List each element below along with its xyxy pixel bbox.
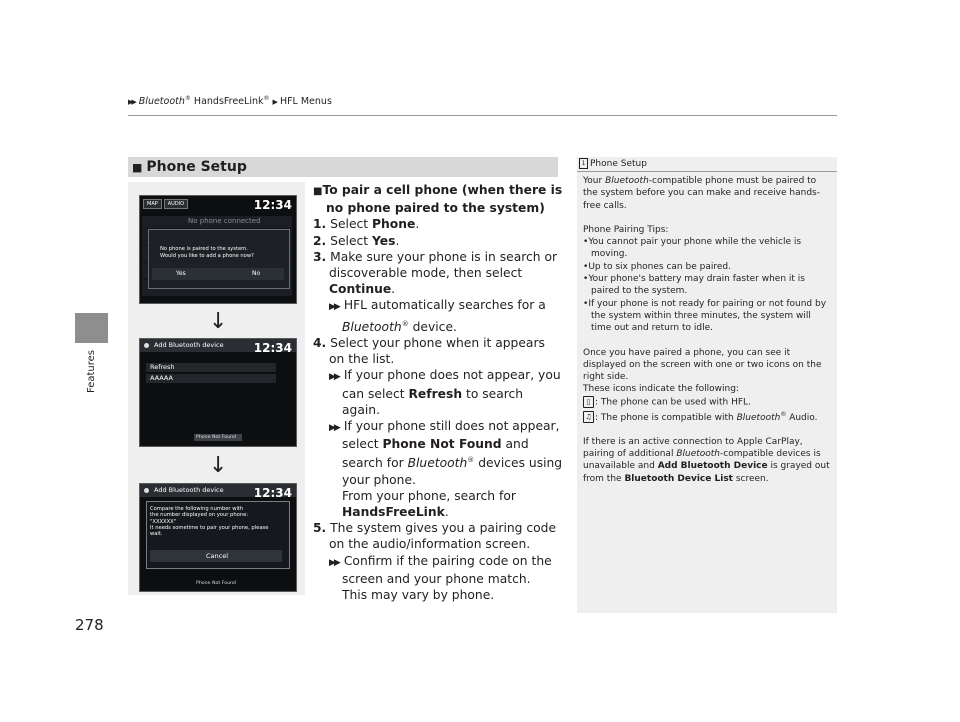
- screen-add-device: [139, 338, 297, 447]
- note-paragraph: Once you have paired a phone, you can see it displayed on the screen with one or two icons on the right side.: [583, 347, 822, 383]
- no-button: No: [252, 270, 261, 277]
- screenshots-panel: [128, 182, 305, 595]
- section-title: Phone Setup: [146, 159, 247, 175]
- step-3-note: ▶▶ HFL automatically searches for a Bluetooth® device.: [329, 298, 546, 334]
- clock: 12:34: [253, 198, 292, 212]
- screen-pairing-code: [139, 483, 297, 592]
- page-number: 278: [75, 616, 104, 634]
- section-header: [128, 157, 558, 177]
- clock: 12:34: [253, 341, 292, 355]
- tip-item: •Up to six phones can be paired.: [583, 261, 731, 272]
- note-number-icon: 1: [579, 158, 588, 169]
- step-4-note-2-cont: From your phone, search for HandsFreeLink.: [342, 488, 516, 520]
- note-arrow-icon: ▶▶: [329, 372, 339, 383]
- yes-button: Yes: [176, 270, 186, 277]
- refresh-item: Refresh: [150, 363, 175, 371]
- step-1: 1. Select Phone.: [313, 217, 420, 232]
- step-3: 3. Make sure your phone is in search or discoverable mode, then select Continue.: [313, 249, 558, 297]
- note-arrow-icon: ▶▶: [329, 422, 339, 433]
- chapter-tab: [75, 313, 108, 343]
- note-arrow-icon: ▶▶: [329, 557, 339, 568]
- header-icon: [144, 488, 149, 493]
- breadcrumb-arrow-icon: ▶▶: [128, 98, 135, 107]
- icon-legend-hfl: ▯ : The phone can be used with HFL.: [583, 396, 833, 409]
- steps-column: [313, 182, 563, 603]
- header-rule: [128, 115, 837, 116]
- step-5-note-cont: This may vary by phone.: [342, 588, 495, 603]
- note-paragraph: If there is an active connection to Apple CarPlay, pairing of additional Bluetooth-compatible devices is unavailable and Add Bluetooth Device is grayed out from the Bluetooth Device List screen.: [583, 436, 830, 484]
- step-5: 5. The system gives you a pairing code on the audio/information screen.: [313, 521, 557, 552]
- down-arrow-icon: ↓: [209, 309, 228, 334]
- breadcrumb-page: HFL Menus: [279, 96, 332, 108]
- tip-item: •If your phone is not ready for pairing or not found by the system within three minutes, the system will time out and return to idle.: [583, 298, 827, 334]
- procedure-title: ■To pair a cell phone (when there is no phone paired to the system): [313, 183, 563, 216]
- cancel-button: Cancel: [206, 552, 229, 560]
- notes-panel: [577, 157, 837, 613]
- tip-item: •You cannot pair your phone while the vehicle is moving.: [583, 237, 802, 260]
- screen-header: Add Bluetooth device: [154, 486, 224, 494]
- chapter-label: Features: [86, 350, 97, 393]
- step-5-note: ▶▶ Confirm if the pairing code on the screen and your phone match.: [329, 553, 552, 586]
- phone-not-found: Phone Not Found: [196, 435, 237, 440]
- dialog-message: No phone is paired to the system. Would you like to add a phone now?: [160, 246, 254, 259]
- screen-top-buttons: [143, 199, 188, 209]
- breadcrumb-brand: Bluetooth: [138, 96, 185, 108]
- step-4-note-1: ▶▶ If your phone does not appear, you can select Refresh to search again.: [329, 368, 561, 417]
- notes-header: 1 Phone Setup: [577, 157, 837, 172]
- audio-button: AUDIO: [164, 199, 188, 209]
- screen-header: Add Bluetooth device: [154, 341, 224, 349]
- step-2: 2. Select Yes.: [313, 233, 400, 248]
- phone-icon: ▯: [583, 396, 594, 408]
- title-marker-icon: ■: [313, 186, 323, 197]
- device-item: AAAAA: [150, 374, 173, 382]
- tip-item: •Your phone's battery may drain faster when it is paired to the system.: [583, 274, 805, 297]
- header-icon: [144, 343, 149, 348]
- note-arrow-icon: ▶▶: [329, 302, 339, 313]
- note-paragraph: These icons indicate the following:: [583, 384, 739, 395]
- code-message: Compare the following number with the number displayed on your phone: "XXXXXX" It needs sometime to pair your phone, please wait.: [150, 506, 269, 538]
- phone-not-found: Phone Not Found: [196, 581, 237, 586]
- down-arrow-icon: ↓: [209, 453, 228, 478]
- tips-title: Phone Pairing Tips:: [583, 224, 669, 235]
- map-button: MAP: [143, 199, 162, 209]
- music-note-icon: ♫: [583, 411, 594, 423]
- section-marker-icon: ■: [132, 161, 143, 174]
- breadcrumb-product: HandsFreeLink: [190, 96, 264, 108]
- screen-no-phone: [139, 195, 297, 304]
- notes-body: [583, 175, 833, 485]
- breadcrumb: ▶▶ Bluetooth® HandsFreeLink® ▶ HFL Menus: [128, 95, 332, 108]
- ghost-text: No phone connected: [188, 217, 261, 225]
- clock: 12:34: [253, 486, 292, 500]
- step-4: 4. Select your phone when it appears on the list.: [313, 335, 545, 367]
- breadcrumb-separator-icon: ▶: [272, 98, 276, 107]
- note-paragraph: Your Bluetooth-compatible phone must be paired to the system before you can make and receive hands-free calls.: [583, 176, 820, 211]
- step-4-note-2: ▶▶ If your phone still does not appear, select Phone Not Found and search for Bluetooth® devices using your phone.: [329, 418, 563, 487]
- icon-legend-audio: ♫ : The phone is compatible with Bluetooth® Audio.: [583, 409, 833, 424]
